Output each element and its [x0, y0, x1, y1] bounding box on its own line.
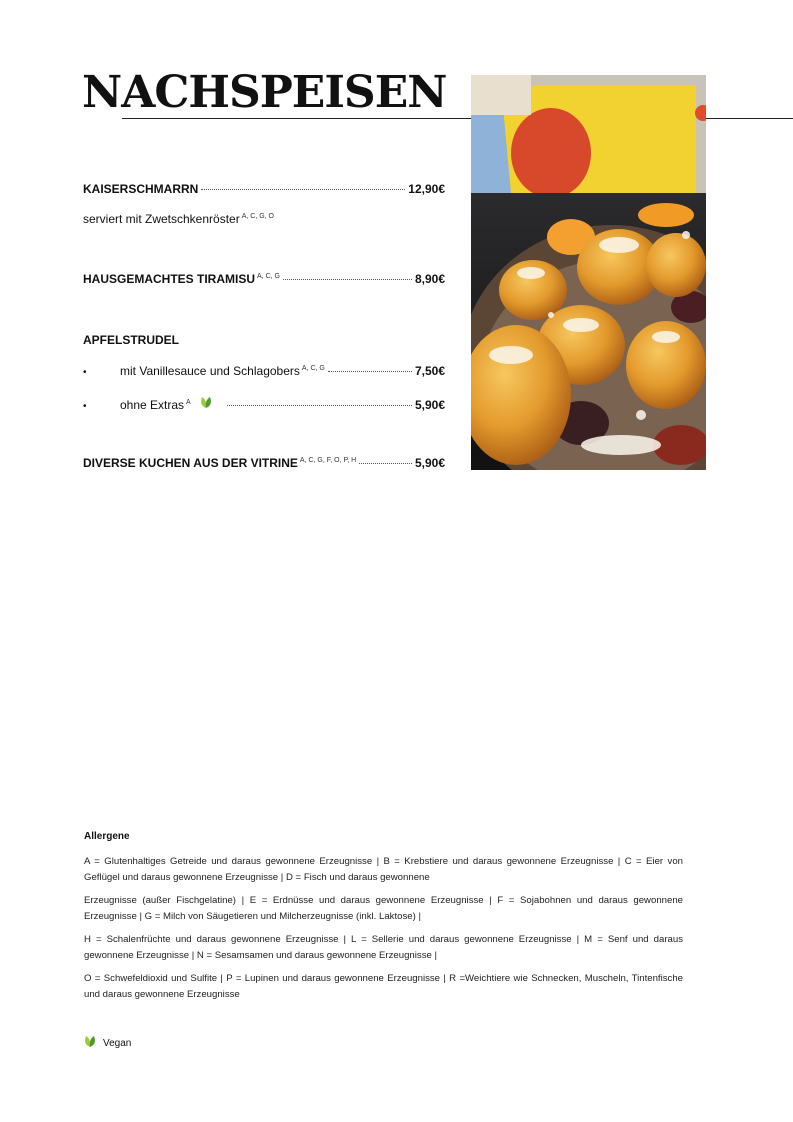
dessert-photo: [471, 75, 706, 470]
bullet: •: [83, 367, 87, 378]
allergens-title: Allergene: [84, 831, 130, 842]
option-label-text: ohne Extras: [120, 398, 185, 412]
allergen-codes: A, C, G: [257, 273, 280, 280]
dot-leader: [227, 405, 412, 406]
item-price: 8,90€: [414, 272, 445, 286]
list-item: [83, 364, 445, 378]
vegan-leaf-icon: [84, 1035, 96, 1051]
allergen-codes: A, C, G: [301, 365, 325, 372]
item-description: [83, 212, 274, 226]
allergens-paragraph: Erzeugnisse (außer Fischgelatine) | E = Erdnüsse und daraus gewonnene Erzeugnisse | F = Sojabohnen und daraus gewonnene Erzeugnisse | G = Milch von Säugetieren und Milcherzeugnisse (inkl. Laktose) |: [84, 895, 683, 922]
page-title: NACHSPEISEN: [82, 67, 447, 118]
option-label: [120, 364, 325, 378]
description-text: serviert mit Zwetschkenröster: [83, 212, 240, 226]
item-price: 12,90€: [408, 182, 445, 196]
option-price: 5,90€: [414, 398, 445, 412]
vegan-legend-label: Vegan: [103, 1037, 132, 1049]
item-name-text: DIVERSE KUCHEN AUS DER VITRINE: [83, 456, 298, 470]
item-name: KAISERSCHMARRN: [83, 182, 199, 196]
dot-leader: [359, 463, 412, 464]
item-price: 5,90€: [414, 456, 445, 470]
allergen-codes: A, C, G, F, O, P, H: [299, 457, 357, 464]
vegan-legend: [84, 1035, 131, 1051]
dot-leader: [328, 371, 412, 372]
option-label-text: mit Vanillesauce und Schlagobers: [120, 364, 300, 378]
bullet: •: [83, 401, 87, 412]
item-name: [83, 272, 280, 286]
menu-item-kaiserschmarrn: [83, 182, 445, 196]
allergen-codes: A, C, G, O: [241, 213, 274, 220]
option-price: 7,50€: [414, 364, 445, 378]
dot-leader: [201, 189, 405, 190]
menu-item-kuchen: [83, 456, 445, 470]
menu-item-apfelstrudel: APFELSTRUDEL: [83, 333, 179, 347]
option-label: [120, 398, 191, 412]
vegan-leaf-icon: [200, 396, 212, 412]
allergen-codes: A: [186, 399, 191, 406]
item-name: [83, 456, 356, 470]
allergens-paragraph: H = Schalenfrüchte und daraus gewonnene Erzeugnisse | L = Sellerie und daraus gewonnene Erzeugnisse | M = Senf und daraus gewonnene Erzeugnisse | N = Sesamsamen und daraus gewonnene Erzeugnisse |: [84, 934, 683, 961]
item-name-text: HAUSGEMACHTES TIRAMISU: [83, 272, 256, 286]
allergens-paragraph: A = Glutenhaltiges Getreide und daraus gewonnene Erzeugnisse | B = Krebstiere und daraus gewonnene Erzeugnisse | C = Eier von Geflügel und daraus gewonnene Erzeugnisse | D = Fisch und daraus gewonnene: [84, 856, 683, 883]
menu-item-tiramisu: [83, 272, 445, 286]
dot-leader: [283, 279, 412, 280]
list-item: [83, 396, 445, 412]
allergens-paragraph: O = Schwefeldioxid und Sulfite | P = Lupinen und daraus gewonnene Erzeugnisse | R =Weichtiere wie Schnecken, Muscheln, Tintenfische und daraus gewonnene Erzeugnisse: [84, 973, 683, 1000]
